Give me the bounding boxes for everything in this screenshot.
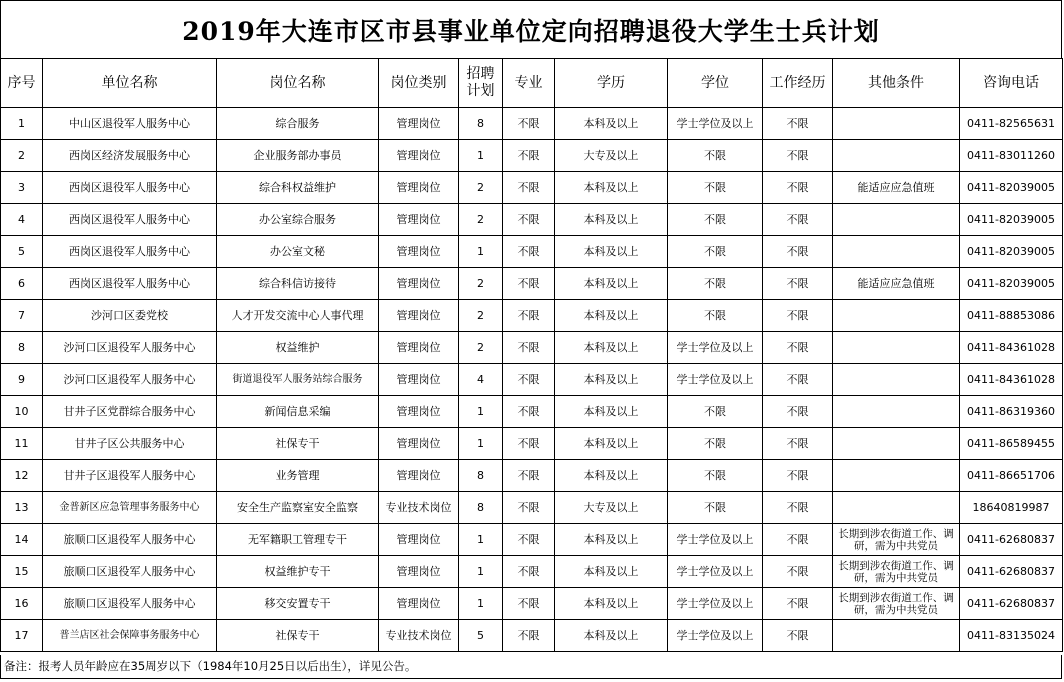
- cell-phone: 0411-86589455: [960, 428, 1063, 460]
- cell-phone: 0411-82039005: [960, 172, 1063, 204]
- cell-other: [833, 236, 960, 268]
- cell-count: 1: [459, 588, 503, 620]
- cell-experience: 不限: [763, 524, 833, 556]
- cell-count: 2: [459, 204, 503, 236]
- cell-no: 8: [1, 332, 43, 364]
- cell-no: 11: [1, 428, 43, 460]
- cell-unit: 甘井子区党群综合服务中心: [43, 396, 217, 428]
- cell-phone: 0411-62680837: [960, 588, 1063, 620]
- cell-experience: 不限: [763, 396, 833, 428]
- cell-other: [833, 332, 960, 364]
- cell-major: 不限: [503, 332, 555, 364]
- cell-unit: 西岗区经济发展服务中心: [43, 140, 217, 172]
- cell-education: 本科及以上: [555, 588, 668, 620]
- cell-degree: 不限: [668, 460, 763, 492]
- cell-no: 10: [1, 396, 43, 428]
- cell-experience: 不限: [763, 172, 833, 204]
- cell-category: 管理岗位: [379, 108, 459, 140]
- table-row: [1, 556, 1063, 588]
- cell-unit: 沙河口区退役军人服务中心: [43, 364, 217, 396]
- cell-category: 管理岗位: [379, 332, 459, 364]
- cell-count: 1: [459, 556, 503, 588]
- cell-other: 能适应应急值班: [833, 268, 960, 300]
- cell-phone: 0411-62680837: [960, 556, 1063, 588]
- cell-experience: 不限: [763, 300, 833, 332]
- cell-post: 综合服务: [217, 108, 379, 140]
- cell-other: [833, 428, 960, 460]
- cell-phone: 0411-82039005: [960, 268, 1063, 300]
- cell-degree: 不限: [668, 140, 763, 172]
- cell-count: 1: [459, 428, 503, 460]
- cell-category: 专业技术岗位: [379, 620, 459, 652]
- header-row: [1, 59, 1063, 108]
- cell-count: 1: [459, 524, 503, 556]
- cell-unit: 金普新区应急管理事务服务中心: [43, 492, 217, 524]
- table-row: [1, 428, 1063, 460]
- cell-count: 2: [459, 268, 503, 300]
- cell-experience: 不限: [763, 556, 833, 588]
- cell-major: 不限: [503, 460, 555, 492]
- cell-post: 社保专干: [217, 620, 379, 652]
- cell-unit: 西岗区退役军人服务中心: [43, 172, 217, 204]
- cell-no: 2: [1, 140, 43, 172]
- cell-education: 本科及以上: [555, 108, 668, 140]
- header-experience: 工作经历: [763, 59, 833, 108]
- header-post: 岗位名称: [217, 59, 379, 108]
- table-row: [1, 172, 1063, 204]
- cell-category: 管理岗位: [379, 396, 459, 428]
- table-row: [1, 204, 1063, 236]
- cell-phone: 0411-82039005: [960, 204, 1063, 236]
- header-category: 岗位类别: [379, 59, 459, 108]
- cell-education: 大专及以上: [555, 492, 668, 524]
- cell-major: 不限: [503, 396, 555, 428]
- cell-phone: 0411-84361028: [960, 332, 1063, 364]
- cell-education: 本科及以上: [555, 172, 668, 204]
- cell-post: 办公室综合服务: [217, 204, 379, 236]
- cell-count: 2: [459, 332, 503, 364]
- cell-unit: 沙河口区退役军人服务中心: [43, 332, 217, 364]
- cell-major: 不限: [503, 556, 555, 588]
- cell-education: 本科及以上: [555, 524, 668, 556]
- header-unit: 单位名称: [43, 59, 217, 108]
- cell-experience: 不限: [763, 140, 833, 172]
- cell-no: 13: [1, 492, 43, 524]
- cell-experience: 不限: [763, 620, 833, 652]
- cell-major: 不限: [503, 172, 555, 204]
- cell-no: 16: [1, 588, 43, 620]
- cell-other: [833, 204, 960, 236]
- cell-category: 管理岗位: [379, 172, 459, 204]
- cell-post: 人才开发交流中心人事代理: [217, 300, 379, 332]
- table-row: [1, 620, 1063, 652]
- cell-degree: 不限: [668, 268, 763, 300]
- cell-other: [833, 620, 960, 652]
- cell-other: 能适应应急值班: [833, 172, 960, 204]
- table-row: [1, 492, 1063, 524]
- footnote: 备注：报考人员年龄应在35周岁以下（1984年10月25日以后出生），详见公告。: [0, 655, 1062, 679]
- cell-degree: 不限: [668, 396, 763, 428]
- cell-post: 业务管理: [217, 460, 379, 492]
- cell-post: 街道退役军人服务站综合服务: [217, 364, 379, 396]
- table-row: [1, 332, 1063, 364]
- cell-degree: 学士学位及以上: [668, 332, 763, 364]
- cell-major: 不限: [503, 204, 555, 236]
- header-degree: 学位: [668, 59, 763, 108]
- cell-experience: 不限: [763, 428, 833, 460]
- cell-education: 本科及以上: [555, 620, 668, 652]
- cell-other: 长期到涉农街道工作、调研，需为中共党员: [833, 524, 960, 556]
- cell-education: 本科及以上: [555, 428, 668, 460]
- cell-degree: 不限: [668, 236, 763, 268]
- header-phone: 咨询电话: [960, 59, 1063, 108]
- cell-degree: 学士学位及以上: [668, 364, 763, 396]
- cell-category: 管理岗位: [379, 524, 459, 556]
- page-title: 2019年大连市区市县事业单位定向招聘退役大学生士兵计划: [0, 0, 1062, 59]
- cell-unit: 普兰店区社会保障事务服务中心: [43, 620, 217, 652]
- cell-phone: 0411-82565631: [960, 108, 1063, 140]
- cell-category: 管理岗位: [379, 236, 459, 268]
- cell-unit: 西岗区退役军人服务中心: [43, 236, 217, 268]
- cell-degree: 不限: [668, 428, 763, 460]
- cell-other: [833, 460, 960, 492]
- cell-phone: 0411-82039005: [960, 236, 1063, 268]
- cell-degree: 学士学位及以上: [668, 588, 763, 620]
- cell-phone: 0411-86319360: [960, 396, 1063, 428]
- cell-experience: 不限: [763, 364, 833, 396]
- cell-category: 管理岗位: [379, 268, 459, 300]
- cell-post: 无军籍职工管理专干: [217, 524, 379, 556]
- cell-post: 社保专干: [217, 428, 379, 460]
- cell-count: 5: [459, 620, 503, 652]
- cell-count: 4: [459, 364, 503, 396]
- cell-unit: 甘井子区退役军人服务中心: [43, 460, 217, 492]
- cell-count: 2: [459, 172, 503, 204]
- cell-experience: 不限: [763, 460, 833, 492]
- cell-education: 大专及以上: [555, 140, 668, 172]
- cell-no: 6: [1, 268, 43, 300]
- table-row: [1, 108, 1063, 140]
- cell-degree: 学士学位及以上: [668, 108, 763, 140]
- cell-major: 不限: [503, 268, 555, 300]
- cell-phone: 0411-62680837: [960, 524, 1063, 556]
- cell-other: [833, 364, 960, 396]
- header-count-line2: 计划: [466, 83, 495, 99]
- cell-major: 不限: [503, 300, 555, 332]
- cell-unit: 中山区退役军人服务中心: [43, 108, 217, 140]
- cell-major: 不限: [503, 492, 555, 524]
- cell-other: [833, 396, 960, 428]
- cell-degree: 不限: [668, 492, 763, 524]
- cell-unit: 甘井子区公共服务中心: [43, 428, 217, 460]
- cell-major: 不限: [503, 620, 555, 652]
- cell-no: 3: [1, 172, 43, 204]
- cell-unit: 旅顺口区退役军人服务中心: [43, 524, 217, 556]
- cell-experience: 不限: [763, 588, 833, 620]
- table-body: [1, 108, 1063, 652]
- cell-major: 不限: [503, 140, 555, 172]
- cell-no: 12: [1, 460, 43, 492]
- cell-phone: 0411-84361028: [960, 364, 1063, 396]
- cell-post: 权益维护: [217, 332, 379, 364]
- cell-major: 不限: [503, 524, 555, 556]
- cell-count: 1: [459, 140, 503, 172]
- cell-category: 专业技术岗位: [379, 492, 459, 524]
- table-row: [1, 396, 1063, 428]
- header-no: 序号: [1, 59, 43, 108]
- cell-experience: 不限: [763, 268, 833, 300]
- cell-post: 新闻信息采编: [217, 396, 379, 428]
- cell-count: 8: [459, 460, 503, 492]
- table-row: [1, 524, 1063, 556]
- cell-phone: 0411-83135024: [960, 620, 1063, 652]
- cell-education: 本科及以上: [555, 204, 668, 236]
- cell-category: 管理岗位: [379, 364, 459, 396]
- cell-degree: 学士学位及以上: [668, 524, 763, 556]
- cell-other: 长期到涉农街道工作、调研，需为中共党员: [833, 588, 960, 620]
- cell-other: 长期到涉农街道工作、调研，需为中共党员: [833, 556, 960, 588]
- cell-unit: 西岗区退役军人服务中心: [43, 268, 217, 300]
- cell-other: [833, 492, 960, 524]
- cell-education: 本科及以上: [555, 460, 668, 492]
- cell-major: 不限: [503, 428, 555, 460]
- cell-major: 不限: [503, 588, 555, 620]
- cell-count: 1: [459, 396, 503, 428]
- header-count-line1: 招聘: [466, 66, 495, 82]
- cell-count: 1: [459, 236, 503, 268]
- cell-phone: 0411-88853086: [960, 300, 1063, 332]
- cell-no: 1: [1, 108, 43, 140]
- recruitment-table: [0, 58, 1063, 652]
- cell-category: 管理岗位: [379, 300, 459, 332]
- cell-experience: 不限: [763, 108, 833, 140]
- cell-degree: 学士学位及以上: [668, 556, 763, 588]
- table-row: [1, 460, 1063, 492]
- cell-education: 本科及以上: [555, 364, 668, 396]
- cell-count: 2: [459, 300, 503, 332]
- header-other: 其他条件: [833, 59, 960, 108]
- cell-degree: 不限: [668, 300, 763, 332]
- cell-phone: 0411-83011260: [960, 140, 1063, 172]
- table-row: [1, 236, 1063, 268]
- cell-degree: 不限: [668, 172, 763, 204]
- cell-education: 本科及以上: [555, 268, 668, 300]
- header-education: 学历: [555, 59, 668, 108]
- cell-unit: 沙河口区委党校: [43, 300, 217, 332]
- cell-category: 管理岗位: [379, 556, 459, 588]
- cell-count: 8: [459, 108, 503, 140]
- cell-phone: 18640819987: [960, 492, 1063, 524]
- cell-major: 不限: [503, 236, 555, 268]
- cell-category: 管理岗位: [379, 140, 459, 172]
- cell-post: 综合科权益维护: [217, 172, 379, 204]
- cell-no: 5: [1, 236, 43, 268]
- cell-no: 7: [1, 300, 43, 332]
- cell-education: 本科及以上: [555, 332, 668, 364]
- cell-count: 8: [459, 492, 503, 524]
- cell-no: 15: [1, 556, 43, 588]
- cell-other: [833, 300, 960, 332]
- cell-unit: 旅顺口区退役军人服务中心: [43, 556, 217, 588]
- header-count: [459, 59, 503, 108]
- cell-experience: 不限: [763, 236, 833, 268]
- cell-education: 本科及以上: [555, 556, 668, 588]
- cell-other: [833, 140, 960, 172]
- cell-other: [833, 108, 960, 140]
- cell-category: 管理岗位: [379, 588, 459, 620]
- cell-no: 17: [1, 620, 43, 652]
- cell-category: 管理岗位: [379, 428, 459, 460]
- cell-degree: 学士学位及以上: [668, 620, 763, 652]
- cell-experience: 不限: [763, 332, 833, 364]
- cell-experience: 不限: [763, 204, 833, 236]
- cell-post: 移交安置专干: [217, 588, 379, 620]
- cell-post: 权益维护专干: [217, 556, 379, 588]
- cell-education: 本科及以上: [555, 396, 668, 428]
- table-row: [1, 140, 1063, 172]
- cell-no: 14: [1, 524, 43, 556]
- cell-category: 管理岗位: [379, 204, 459, 236]
- cell-no: 9: [1, 364, 43, 396]
- cell-post: 企业服务部办事员: [217, 140, 379, 172]
- table-row: [1, 268, 1063, 300]
- cell-phone: 0411-86651706: [960, 460, 1063, 492]
- cell-major: 不限: [503, 108, 555, 140]
- cell-category: 管理岗位: [379, 460, 459, 492]
- cell-education: 本科及以上: [555, 300, 668, 332]
- cell-post: 安全生产监察室安全监察: [217, 492, 379, 524]
- cell-unit: 旅顺口区退役军人服务中心: [43, 588, 217, 620]
- table-row: [1, 300, 1063, 332]
- cell-post: 办公室文秘: [217, 236, 379, 268]
- cell-unit: 西岗区退役军人服务中心: [43, 204, 217, 236]
- cell-experience: 不限: [763, 492, 833, 524]
- cell-no: 4: [1, 204, 43, 236]
- table-row: [1, 588, 1063, 620]
- cell-education: 本科及以上: [555, 236, 668, 268]
- cell-major: 不限: [503, 364, 555, 396]
- cell-degree: 不限: [668, 204, 763, 236]
- header-major: 专业: [503, 59, 555, 108]
- table-row: [1, 364, 1063, 396]
- cell-post: 综合科信访接待: [217, 268, 379, 300]
